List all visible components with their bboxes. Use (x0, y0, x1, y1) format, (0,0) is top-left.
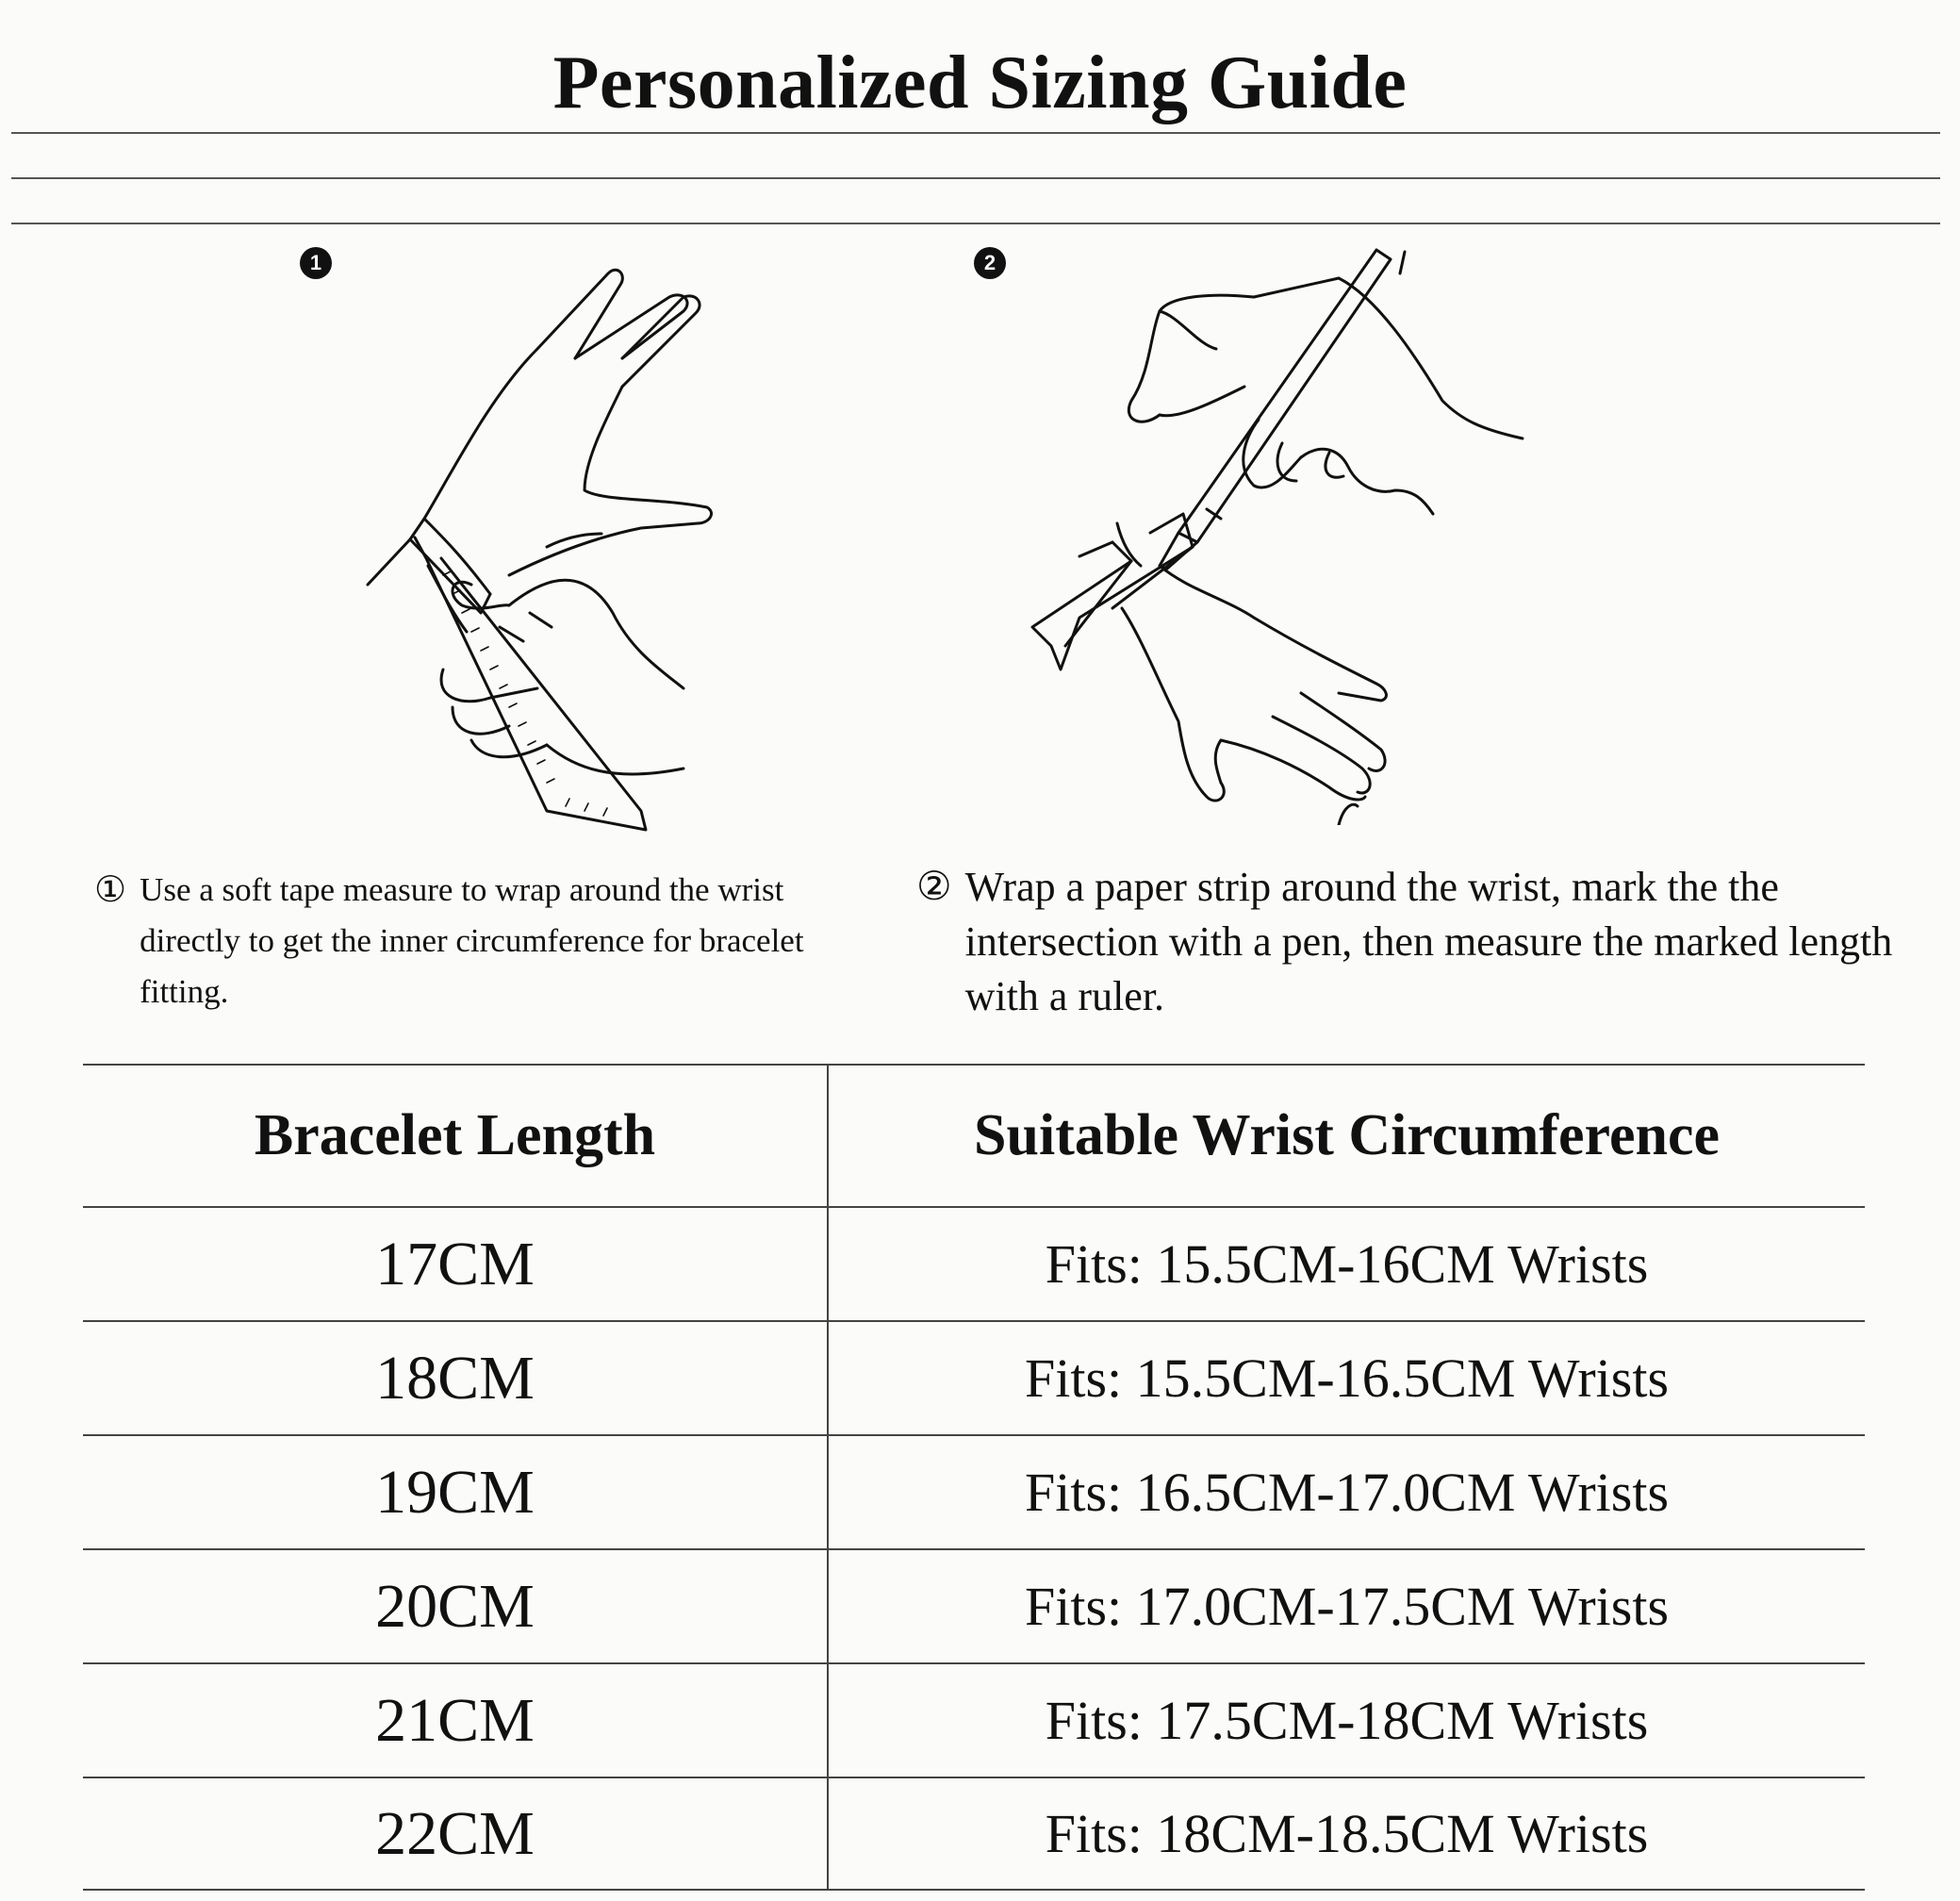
table-row (83, 1206, 1865, 1320)
step-1-text: Use a soft tape measure to wrap around the wrist directly to get the inner circumference for bracelet fitting. (140, 871, 804, 1010)
title-rule-2 (11, 177, 1940, 179)
bracelet-length-cell: 17CM (83, 1208, 829, 1320)
header-bracelet-length: Bracelet Length (83, 1066, 829, 1206)
title-rule-3 (11, 223, 1940, 224)
wrist-fit-cell: Fits: 18CM-18.5CM Wrists (1045, 1803, 1649, 1864)
table-row (83, 1777, 1865, 1891)
page-title: Personalized Sizing Guide (552, 41, 1408, 124)
wrist-fit-cell: Fits: 15.5CM-16.5CM Wrists (1024, 1347, 1670, 1409)
wrist-fit-cell: Fits: 15.5CM-16CM Wrists (1045, 1233, 1649, 1295)
wrist-fit-cell: Fits: 16.5CM-17.0CM Wrists (1024, 1462, 1670, 1523)
title-rule-1 (11, 132, 1940, 134)
table-row (83, 1548, 1865, 1662)
bracelet-length-cell: 21CM (83, 1664, 829, 1777)
size-table (83, 1064, 1865, 1891)
step-2-instruction (916, 860, 1897, 1024)
tape-measure-hand-icon (358, 255, 735, 849)
table-row (83, 1662, 1865, 1777)
table-row (83, 1434, 1865, 1548)
step-1-marker: ① (94, 870, 127, 910)
bracelet-length-cell: 18CM (83, 1322, 829, 1434)
step-1-badge: 1 (300, 247, 332, 279)
table-header-row (83, 1064, 1865, 1206)
bracelet-length-cell: 20CM (83, 1550, 829, 1662)
step-1-instruction (94, 865, 848, 1017)
bracelet-length-cell: 22CM (83, 1778, 829, 1889)
wrist-fit-cell: Fits: 17.0CM-17.5CM Wrists (1024, 1576, 1670, 1637)
step-2-marker: ② (916, 866, 952, 909)
bracelet-length-cell: 19CM (83, 1436, 829, 1548)
wrist-fit-cell: Fits: 17.5CM-18CM Wrists (1045, 1690, 1649, 1751)
header-wrist-circumference: Suitable Wrist Circumference (974, 1103, 1720, 1167)
table-row (83, 1320, 1865, 1434)
step-2-text: Wrap a paper strip around the wrist, mark the the intersection with a pen, then measure the marked length with a ruler. (964, 864, 1893, 1019)
step-2-badge: 2 (974, 247, 1006, 279)
pen-marking-paper-strip-icon (1018, 240, 1546, 825)
